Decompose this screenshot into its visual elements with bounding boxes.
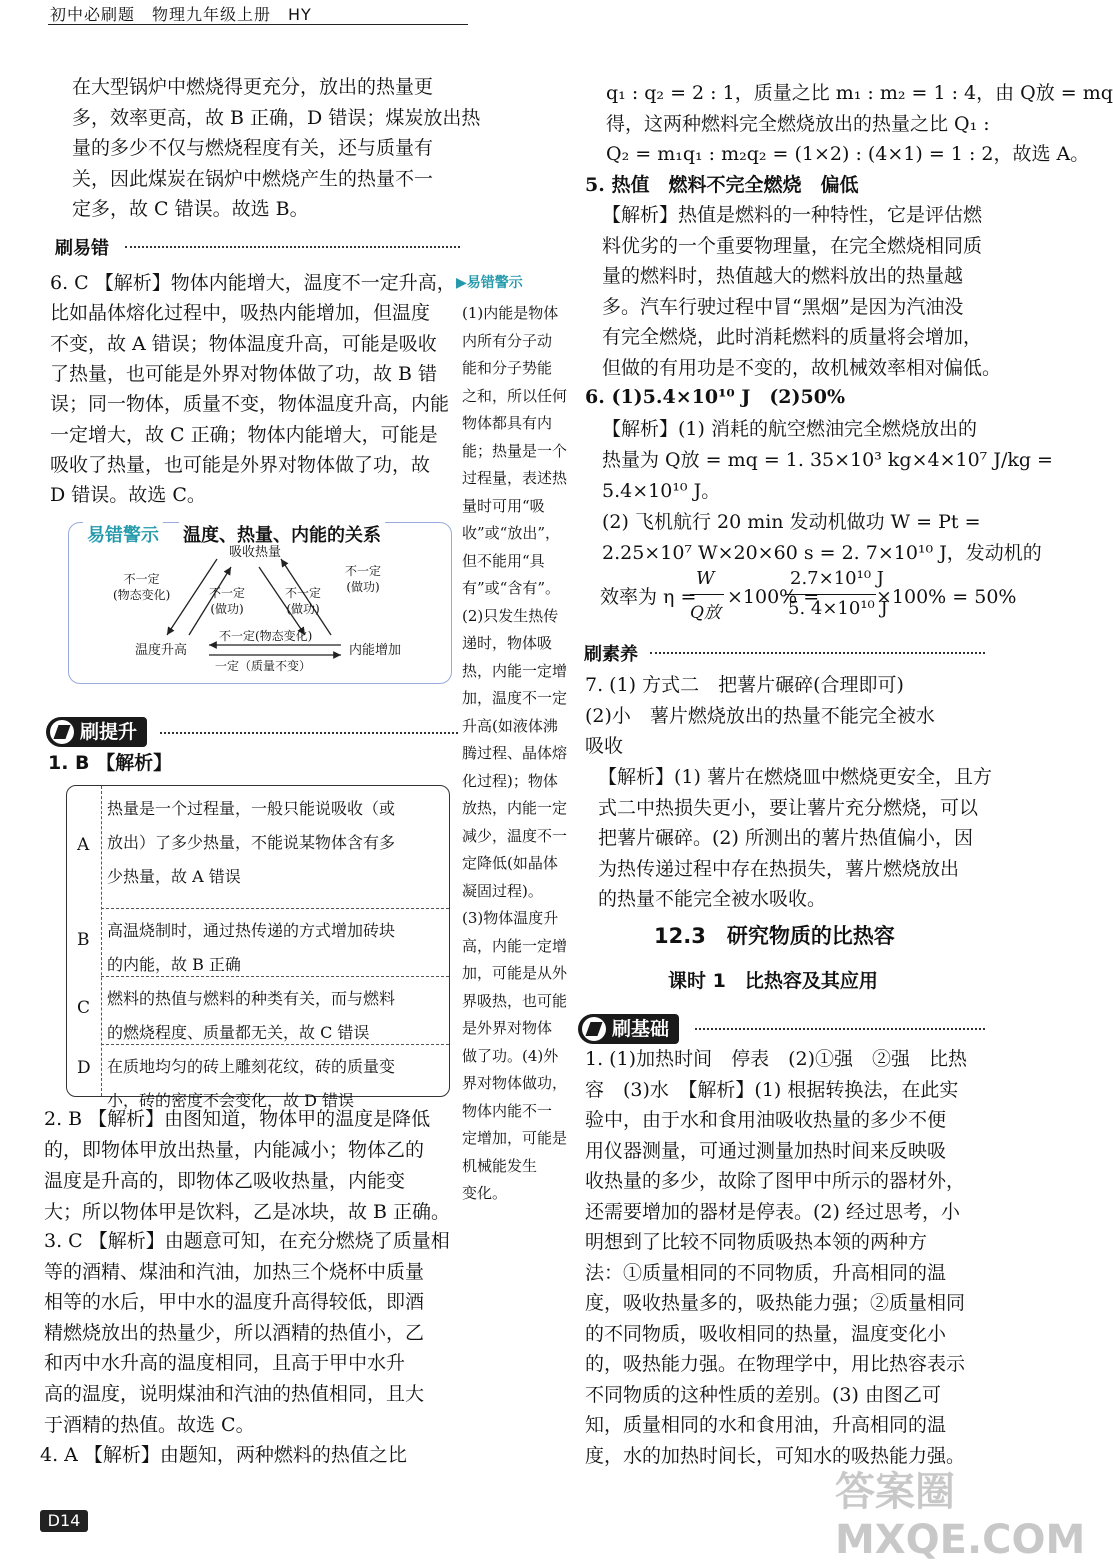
warning-box (68, 522, 452, 684)
sidebar-line: 定降低(如晶体 (462, 854, 558, 872)
table-divider (101, 786, 102, 1096)
q7-line: 7. (1) 方式二 把薯片碾碎(合理即可) (585, 674, 904, 696)
frac-line-2 (786, 594, 876, 595)
lesson-title: 课时 1 比热容及其应用 (668, 970, 878, 992)
q4c-line: 得，这两种燃料完全燃烧放出的热量之比 Q₁ : (606, 112, 990, 135)
q5-line: 料优劣的一个重要物理量，在完全燃烧相同质 (602, 234, 983, 257)
q3-line: 等的酒精、煤油和汽油，加热三个烧杯中质量 (44, 1260, 425, 1283)
eff-num2: 2.7×10¹⁰ J (790, 568, 884, 589)
q5-line: 量的燃料时，热值越大的燃料放出的热量越 (602, 265, 964, 287)
q3-line: 精燃烧放出的热量少，所以酒精的热值小，乙 (44, 1321, 425, 1344)
q1r-line: 不同物质的这种性质的差别。(3) 由图乙可 (585, 1383, 941, 1406)
table-row-divider (101, 908, 449, 909)
q6-line: 吸收了热量，也可能是外界对物体做了功，故 (50, 453, 431, 476)
table-cell-line: 燃料的热值与燃料的种类有关，而与燃料 (107, 989, 396, 1008)
pen-icon (582, 1017, 606, 1041)
q6-line: 误；同一物体，质量不变，物体温度升高，内能 (50, 393, 450, 416)
section-rule (125, 246, 460, 248)
q1r-line: 知，质量相同的水和食用油，升高相同的温 (585, 1414, 947, 1436)
sidebar-line: 定增加，可能是 (462, 1129, 568, 1147)
q7e-line: 式二中热损失更小，要让薯片充分燃烧，可以 (598, 796, 979, 819)
q2-line: 大；所以物体甲是饮料，乙是冰块，故 B 正确。 (44, 1201, 451, 1223)
sidebar-line: (1)内能是物体 (462, 304, 559, 322)
q7e-line: 为热传递过程中存在热损失，薯片燃烧放出 (598, 857, 960, 880)
q6r-line: 2.25×10⁷ W×20×60 s = 2. 7×10¹⁰ J，发动机的 (602, 542, 1042, 564)
sidebar-line: 界吸热，也可能 (462, 991, 568, 1010)
q5-line: 但做的有用功是不变的，故机械效率相对偏低。 (602, 356, 1002, 379)
warning-subtitle: 温度、热量、内能的关系 (179, 521, 385, 547)
question-6-head: 6. (1)5.4×10¹⁰ J (2)50% (585, 386, 846, 408)
badge-basic: 刷基础 (578, 1014, 679, 1044)
sidebar-line: 之和，所以任何 (462, 386, 568, 405)
q7-line: (2)小 薯片燃烧放出的热量不能完全被水 (585, 704, 935, 727)
q3-line: 高的温度，说明煤油和汽油的热值相同，且大 (44, 1383, 425, 1405)
table-cell-line: 放出）了多少热量，不能说某物体含有多 (107, 833, 396, 852)
q6-line: 6. C 【解析】物体内能增大，温度不一定升高， (50, 272, 456, 294)
question-5-head: 5. 热值 燃料不完全燃烧 偏低 (585, 174, 859, 196)
sidebar-line: 加，温度不一定 (462, 689, 568, 707)
section-quality: 刷素养 (584, 644, 638, 665)
table-cell-line: 小，砖的密度不会变化，故 D 错误 (107, 1091, 355, 1110)
q1r-line: 容 (3)水 【解析】(1) 根据转换法，在此实 (585, 1078, 959, 1101)
q3-line: 和丙中水升高的温度相同，且高于甲中水升 (44, 1352, 406, 1375)
q7e-line: 把薯片碾碎。(2) 所测出的薯片热值偏小，因 (598, 827, 973, 849)
q1r-line: 还需要增加的器材是停表。(2) 经过思考，小 (585, 1200, 960, 1223)
sidebar-line: 放热，内能一定 (462, 799, 568, 817)
q6r-line: 热量为 Q放 = mq = 1. 35×10³ kg×4×10⁷ J/kg = (602, 449, 1053, 471)
sidebar-line: 量时可用“吸 (462, 496, 545, 515)
q7e-line: 的热量不能完全被水吸收。 (598, 888, 827, 910)
q1r-line: 度，吸收热量多的，吸热能力强；②质量相同 (585, 1292, 966, 1314)
table-row-label: B (77, 930, 90, 950)
pen-icon (50, 720, 74, 744)
sidebar-line: 机械能发生 (462, 1156, 538, 1175)
sidebar-line: 凝固过程)。 (462, 881, 543, 900)
efficiency-label: 效率为 η = (600, 586, 697, 608)
table-row-divider (101, 976, 449, 977)
q7-line: 吸收 (585, 735, 624, 757)
label-right-outer: 不一定 (做功) (345, 564, 382, 594)
sidebar-line: 有”或“含有”。 (462, 579, 561, 597)
sidebar-line: 是外界对物体 (462, 1019, 553, 1037)
q6r-line: 【解析】(1) 消耗的航空燃油完全燃烧放出的 (602, 418, 977, 440)
q3-line: 3. C 【解析】由题意可知，在充分燃烧了质量相 (44, 1230, 450, 1252)
left-top-line: 量的多少不仅与燃烧程度有关，还与质量有 (72, 137, 434, 159)
sidebar-line: 升高(如液体沸 (462, 716, 558, 735)
eff-mid: ×100% = (727, 586, 820, 608)
q2-line: 的，即物体甲放出热量，内能减小；物体乙的 (44, 1139, 425, 1161)
node-energy-increase: 内能增加 (349, 643, 402, 658)
label-arrow-bottom: 一定（质量不变） (215, 659, 312, 673)
node-temp-rise: 温度升高 (135, 643, 188, 658)
table-cell-line: 的内能，故 B 正确 (107, 955, 241, 974)
q7e-line: 【解析】(1) 薯片在燃烧皿中燃烧更安全，且方 (598, 766, 992, 788)
q3-line: 相等的水后，甲中水的温度升高得较低，即酒 (44, 1291, 425, 1314)
table-cell-line: 的燃烧程度、质量都无关，故 C 错误 (107, 1023, 370, 1042)
q6-line: 比如晶体熔化过程中，吸热内能增加，但温度 (50, 302, 431, 325)
sidebar-line: 界对物体做功， (462, 1074, 568, 1092)
q1r-line: 明想到了比较不同物质吸热本领的两种方 (585, 1231, 928, 1253)
answer-table (66, 785, 450, 1110)
table-row-label: C (77, 998, 91, 1018)
sidebar-line: 物体内能不一 (462, 1101, 553, 1120)
q6-line: D 错误。故选 C。 (50, 484, 206, 507)
eff-den2: 5. 4×10¹⁰ J (788, 598, 888, 619)
q1r-line: 的不同物质，吸收相同的热量，温度变化小 (585, 1322, 947, 1345)
label-right-inner: 不一定 (做功) (285, 586, 322, 616)
eff-num1: W (696, 568, 715, 589)
question-4-head: 4. A 【解析】由题知，两种燃料的热值之比 (40, 1444, 407, 1466)
sidebar-line: 减少，温度不一 (462, 826, 568, 845)
section-rule-quality (650, 652, 985, 654)
eff-den1: Q放 (690, 603, 721, 623)
sidebar-line: 能和分子势能 (462, 359, 553, 377)
q5-line: 多。汽车行驶过程中冒“黑烟”是因为汽油没 (602, 295, 964, 318)
table-row-label: A (77, 835, 90, 855)
sidebar-line: 腾过程、晶体熔 (462, 744, 568, 762)
q1r-line: 验中，由于水和食用油吸收热量的多少不便 (585, 1109, 947, 1131)
q6-line: 了热量，也可能是外界对物体做了功，故 B 错 (50, 362, 438, 385)
sidebar-line: 过程量，表述热 (462, 469, 568, 487)
badge-rule-basic (695, 1028, 985, 1030)
q2-line: 2. B 【解析】由图知道，物体甲的温度是降低 (44, 1108, 431, 1130)
left-top-line: 定多，故 C 错误。故选 B。 (72, 198, 309, 220)
q6-line: 不变，故 A 错误；物体温度升高，可能是吸收 (50, 332, 437, 355)
q6r-line: (2) 飞机航行 20 min 发动机做功 W = Pt = (602, 511, 981, 533)
sidebar-line: 高，内能一定增 (462, 936, 568, 955)
q1r-line: 用仪器测量，可通过测量加热时间来反映吸 (585, 1139, 947, 1162)
sidebar-line: 热，内能一定增 (462, 661, 568, 680)
page-number: D14 (40, 1510, 88, 1532)
sidebar-line: 变化。 (462, 1184, 508, 1202)
frac-line-1 (690, 594, 724, 595)
table-cell-line: 在质地均匀的砖上雕刻花纹，砖的质量变 (107, 1057, 396, 1076)
q5-line: 有完全燃烧，此时消耗燃料的质量将会增加， (602, 326, 983, 348)
table-row-label: D (77, 1058, 91, 1078)
table-row-divider (101, 1044, 449, 1045)
sidebar-line: (3)物体温度升 (462, 909, 559, 927)
badge-improve: 刷提升 (46, 717, 147, 747)
chapter-title: 12.3 研究物质的比热容 (654, 924, 895, 948)
table-cell-line: 少热量，故 A 错误 (107, 867, 241, 886)
left-top-line: 在大型锅炉中燃烧得更充分，放出的热量更 (72, 76, 434, 98)
label-left-outer: 不一定 (物态变化) (113, 572, 171, 602)
label-left-inner: 不一定 (做功) (209, 586, 246, 616)
q5-line: 【解析】热值是燃料的一种特性，它是评估燃 (602, 204, 983, 226)
sidebar-line: 递时，物体吸 (462, 634, 553, 652)
sidebar-line: 但不能用“具 (462, 551, 545, 570)
sidebar-line: 加，可能是从外 (462, 964, 568, 982)
sidebar-notes (462, 300, 574, 1208)
left-top-line: 关，因此煤炭在锅炉中燃烧产生的热量不一 (72, 167, 434, 190)
q4c-line: q₁ : q₂ = 2 : 1，质量之比 m₁ : m₂ = 1 : 4，由 Q放 = mq (606, 82, 1113, 104)
q6-line: 一定增大，故 C 正确；物体内能增大，可能是 (50, 423, 438, 446)
q4c-line: Q₂ = m₁q₁ : m₂q₂ = (1×2) : (4×1) = 1 : 2，故选 A。 (606, 143, 1090, 165)
table-cell-line: 高温烧制时，通过热传递的方式增加砖块 (107, 921, 396, 940)
sidebar-line: 化过程)；物体 (462, 771, 558, 790)
q1r-line: 法：①质量相同的不同物质，升高相同的温 (585, 1261, 947, 1284)
sidebar-line: 能；热量是一个 (462, 441, 568, 460)
left-top-line: 多，效率更高，故 B 正确，D 错误；煤炭放出热 (72, 106, 481, 129)
sidebar-line: 内所有分子动 (462, 331, 553, 350)
q1r-line: 度，水的加热时间长，可知水的吸热能力强。 (585, 1444, 966, 1467)
section-easy-errors: 刷易错 (55, 238, 109, 259)
sidebar-line: 收”或“放出”， (462, 524, 561, 542)
table-cell-line: 热量是一个过程量，一般只能说吸收（或 (107, 799, 396, 818)
running-header: 初中必刷题 物理九年级上册 HY (50, 5, 312, 24)
watermark: 答案圈 MXQE.COM (835, 1469, 1086, 1563)
q6r-line: 5.4×10¹⁰ J。 (602, 480, 721, 502)
eff-end: ×100% = 50% (876, 586, 1017, 608)
label-arrow-top: 不一定(物态变化) (219, 629, 313, 643)
badge-rule (160, 732, 458, 734)
warning-title: 易错警示 (83, 521, 163, 547)
q1r-line: 1. (1)加热时间 停表 (2)①强 ②强 比热 (585, 1048, 967, 1070)
q2-line: 温度是升高的，即物体乙吸收热量，内能变 (44, 1170, 406, 1192)
question-1-head: 1. B 【解析】 (48, 752, 173, 774)
sidebar-line: 做了功。(4)外 (462, 1046, 559, 1065)
q3-line: 于酒精的热值。故选 C。 (44, 1413, 255, 1436)
sidebar-line: (2)只发生热传 (462, 606, 559, 625)
sidebar-line: 物体都具有内 (462, 414, 553, 432)
q1r-line: 收热量的多少，故除了图甲中所示的器材外， (585, 1170, 966, 1192)
header-rule (48, 24, 468, 25)
node-absorb-heat: 吸收热量 (229, 545, 282, 560)
sidebar-title: ▶易错警示 (456, 275, 523, 291)
q1r-line: 的，吸热能力强。在物理学中，用比热容表示 (585, 1353, 966, 1375)
